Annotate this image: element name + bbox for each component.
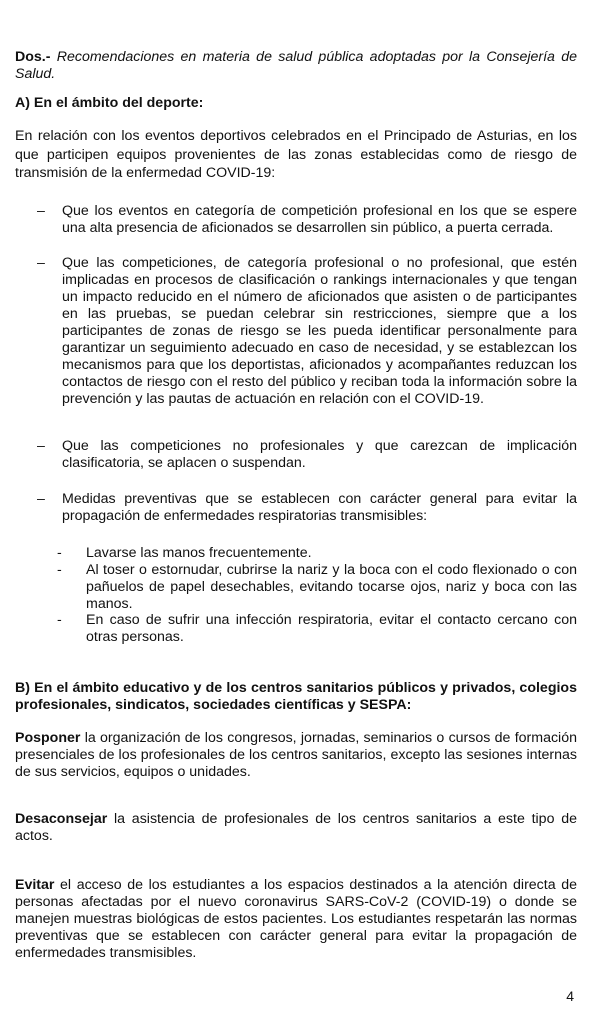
- dash-bullet: –: [37, 203, 45, 219]
- section-a-intro: En relación con los eventos deportivos celebrados en el Principado de Asturias, en los que participen equipos provenientes de las zonas establecidas como de riesgo de transmisión de la enfermedad COVID-19:: [15, 128, 577, 181]
- sub-list-item-text: Lavarse las manos frecuentemente.: [86, 545, 312, 561]
- list-item: [15, 255, 577, 408]
- paragraph-lead: Posponer: [15, 730, 81, 746]
- paragraph-text: la asistencia de profesionales de los centros sanitarios a este tipo de actos.: [15, 811, 577, 844]
- hyphen-bullet: -: [57, 545, 62, 561]
- list-item-text: Medidas preventivas que se establecen con carácter general para evitar la propagación de enfermedades respiratorias transmisibles:: [62, 491, 577, 524]
- paragraph-lead: Desaconsejar: [15, 811, 108, 827]
- intro-text: Recomendaciones en materia de salud pública adoptadas por la Consejería de Salud.: [15, 49, 577, 82]
- list-item: [15, 438, 577, 472]
- section-b-paragraph: [15, 877, 577, 962]
- hyphen-bullet: -: [57, 562, 62, 578]
- section-a-heading: [15, 95, 203, 112]
- sub-list-item-text: Al toser o estornudar, cubrirse la nariz y la boca con el codo flexionado o con pañuelos de papel desechables, evitando tocarse ojos, nariz y boca con las manos.: [86, 562, 577, 612]
- sub-list-item: [15, 612, 577, 646]
- sub-list-item-text: En caso de sufrir una infección respiratoria, evitar el contacto cercano con otras personas.: [86, 612, 577, 645]
- section-a-heading-text: A) En el ámbito del deporte:: [15, 95, 204, 111]
- intro-label: Dos.-: [15, 49, 51, 65]
- list-item-text: Que las competiciones, de categoría profesional o no profesional, que estén implicadas en procesos de clasificación o rankings internacionales y que tengan un impacto reducido en el número de aficionados que asisten o de participantes en las pruebas, se puedan celebrar sin restricciones, siempre que a los participantes de zonas de riesgo se les pueda identificar personalmente para garantizar un seguimiento adecuado en caso de necesidad, y se establezcan los mecanismos para que los deportistas, aficionados y acompañantes reduzcan los contactos de riesgo con el resto del público y reciban toda la información sobre la prevención y las pautas de actuación en relación con el COVID-19.: [62, 255, 577, 407]
- section-b-paragraph: [15, 811, 577, 845]
- paragraph-lead: Evitar: [15, 877, 55, 893]
- paragraph-text: el acceso de los estudiantes a los espacios destinados a la atención directa de personas afectadas por el nuevo coronavirus SARS-CoV-2 (COVID-19) o donde se manejen muestras biológicas de estos pacientes. Los estudiantes respetarán las normas preventivas que se establecen con carácter general para evitar la propagación de enfermedades transmisibles.: [15, 877, 577, 961]
- sub-list-item: [15, 562, 577, 613]
- section-b-heading: [15, 680, 577, 714]
- list-item: [15, 203, 577, 237]
- dash-bullet: –: [37, 255, 45, 271]
- paragraph-text: la organización de los congresos, jornadas, seminarios o cursos de formación presenciales de los profesionales de los centros sanitarios, excepto las sesiones internas de sus servicios, equipos o unidades.: [15, 730, 577, 780]
- list-item: [15, 491, 577, 525]
- section-b-paragraph: [15, 730, 577, 781]
- sub-list-item: [15, 545, 577, 562]
- list-item-text: Que las competiciones no profesionales y que carezcan de implicación clasificatoria, se aplacen o suspendan.: [62, 438, 577, 471]
- dash-bullet: –: [37, 438, 45, 454]
- dash-bullet: –: [37, 491, 45, 507]
- hyphen-bullet: -: [57, 612, 62, 628]
- list-item-text: Que los eventos en categoría de competición profesional en los que se espere una alta presencia de aficionados se desarrollen sin público, a puerta cerrada.: [62, 203, 577, 236]
- intro-paragraph: [15, 49, 577, 83]
- page-number: 4: [566, 988, 574, 1004]
- section-b-heading-text: B) En el ámbito educativo y de los centros sanitarios públicos y privados, colegios profesionales, sindicatos, sociedades científicas y SESPA:: [15, 680, 577, 713]
